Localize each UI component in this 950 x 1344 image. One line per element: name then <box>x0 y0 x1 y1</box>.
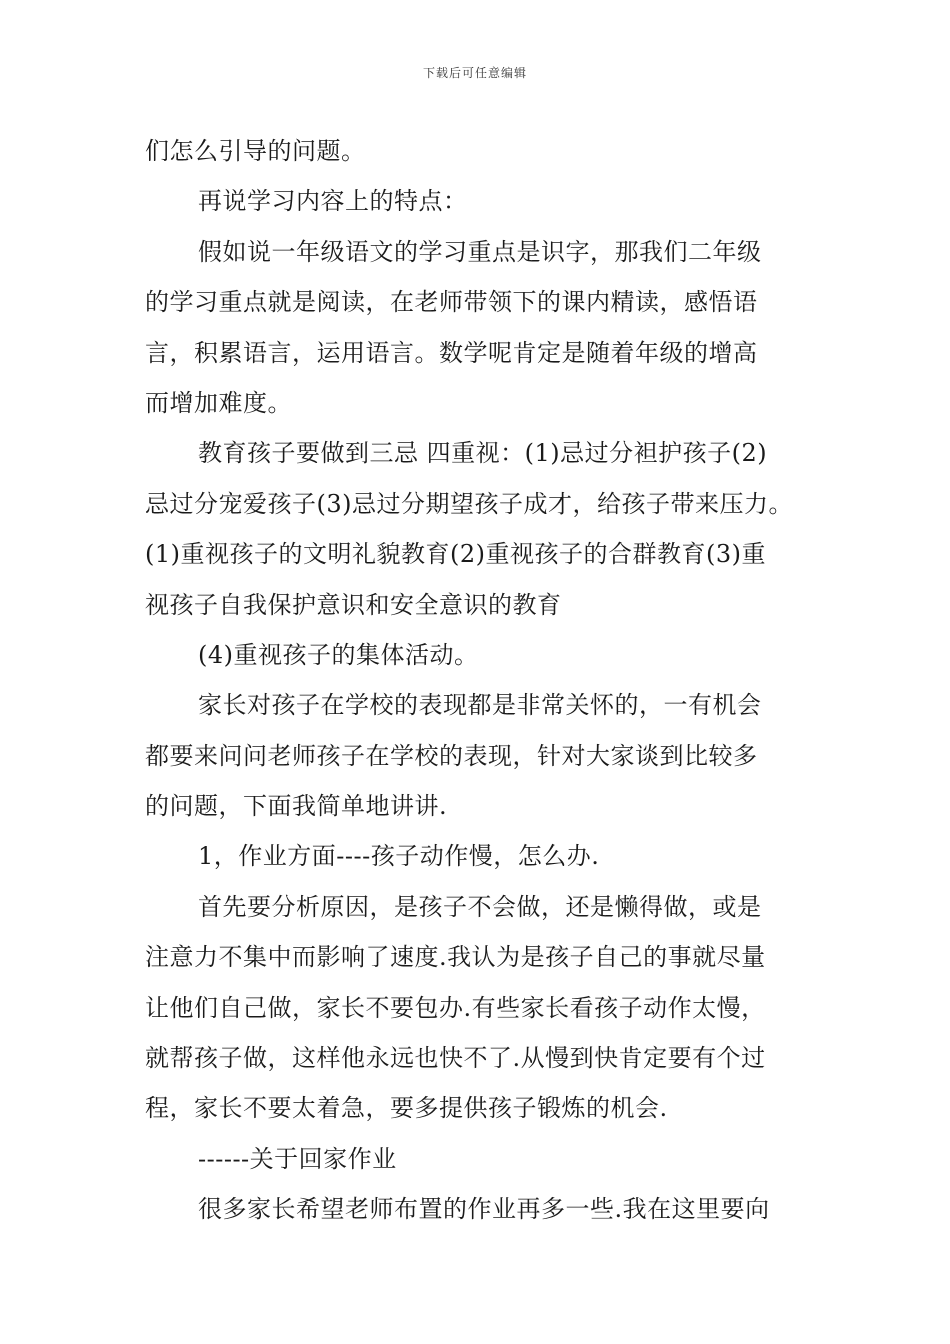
text-line: (1)重视孩子的文明礼貌教育(2)重视孩子的合群教育(3)重 <box>145 540 766 569</box>
text-line: 视孩子自我保护意识和安全意识的教育 <box>145 590 562 619</box>
text-line: 们怎么引导的问题。 <box>145 137 366 165</box>
text-line: 就帮孩子做，这样他永远也快不了.从慢到快肯定要有个过 <box>145 1044 766 1073</box>
text-line: 忌过分宠爱孩子(3)忌过分期望孩子成才，给孩子带来压力。 <box>145 489 793 518</box>
document-body <box>145 126 810 1235</box>
text-line: 言，积累语言，运用语言。数学呢肯定是随着年级的增高 <box>145 338 758 367</box>
text-line: 而增加难度。 <box>145 388 292 417</box>
page-header: 下载后可任意编辑 <box>422 66 527 80</box>
text-line: 的问题，下面我简单地讲讲. <box>145 792 448 821</box>
text-line: 1，作业方面----孩子动作慢，怎么办. <box>198 842 600 871</box>
text-line: 程，家长不要太着急，要多提供孩子锻炼的机会. <box>145 1094 668 1123</box>
text-line: 家长对孩子在学校的表现都是非常关怀的，一有机会 <box>198 691 762 720</box>
text-line: 注意力不集中而影响了速度.我认为是孩子自己的事就尽量 <box>145 943 766 972</box>
text-line: 假如说一年级语文的学习重点是识字，那我们二年级 <box>198 237 762 266</box>
text-line: 让他们自己做，家长不要包办.有些家长看孩子动作太慢， <box>145 993 766 1022</box>
text-line: 再说学习内容上的特点： <box>198 187 468 216</box>
text-line: (4)重视孩子的集体活动。 <box>198 640 479 669</box>
text-line: 很多家长希望老师布置的作业再多一些.我在这里要向 <box>198 1195 770 1224</box>
text-line: 教育孩子要做到三忌 四重视：(1)忌过分袒护孩子(2) <box>198 439 768 468</box>
text-line: 都要来问问老师孩子在学校的表现，针对大家谈到比较多 <box>145 741 758 770</box>
text-line: 的学习重点就是阅读，在老师带领下的课内精读，感悟语 <box>145 288 758 317</box>
text-line: ------关于回家作业 <box>198 1144 397 1173</box>
text-line: 首先要分析原因，是孩子不会做，还是懒得做，或是 <box>198 892 762 921</box>
